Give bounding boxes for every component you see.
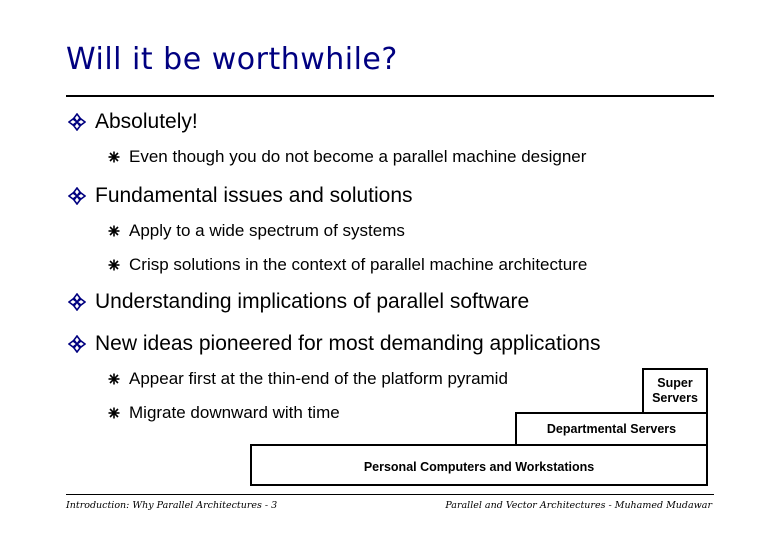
sub-bullet-text: Appear first at the thin-end of the platform pyramid [129, 369, 508, 388]
pyramid-top-tier [642, 368, 708, 414]
pyramid-bottom-label: Personal Computers and Workstations [363, 460, 595, 474]
bullet-text: New ideas pioneered for most demanding applications [95, 332, 601, 355]
sub-bullet-item [108, 369, 508, 389]
bullet-text: Absolutely! [95, 110, 198, 133]
pyramid-middle-label: Departmental Servers [546, 421, 677, 436]
sub-bullet-text: Migrate downward with time [129, 403, 340, 422]
bullet-item [68, 110, 198, 134]
sub-bullet-item [108, 403, 340, 423]
pyramid-top-label: Super Servers [652, 376, 698, 405]
diamond-bullet-icon [68, 335, 86, 353]
bullet-item [68, 290, 529, 314]
bullet-text: Fundamental issues and solutions [95, 184, 413, 207]
pyramid-bottom-tier [250, 444, 708, 486]
asterisk-bullet-icon [108, 407, 120, 419]
sub-bullet-item [108, 147, 586, 167]
bullet-text: Understanding implications of parallel software [95, 290, 530, 313]
footer-divider [66, 494, 714, 495]
bullet-item [68, 332, 600, 356]
diamond-bullet-icon [68, 293, 86, 311]
asterisk-bullet-icon [108, 151, 120, 163]
footer-left: Introduction: Why Parallel Architectures - 3 [66, 500, 278, 511]
sub-bullet-text: Apply to a wide spectrum of systems [129, 221, 405, 240]
asterisk-bullet-icon [108, 259, 120, 271]
pyramid-middle-tier [515, 412, 708, 446]
asterisk-bullet-icon [108, 225, 120, 237]
sub-bullet-item [108, 221, 405, 241]
sub-bullet-text: Crisp solutions in the context of parallel machine architecture [129, 255, 588, 274]
footer-right: Parallel and Vector Architectures - Muhamed Mudawar [445, 500, 712, 511]
sub-bullet-text: Even though you do not become a parallel machine designer [129, 147, 587, 166]
asterisk-bullet-icon [108, 373, 120, 385]
bullet-item [68, 184, 413, 208]
sub-bullet-item [108, 255, 587, 275]
title-divider [66, 95, 714, 97]
diamond-bullet-icon [68, 187, 86, 205]
slide-title: Will it be worthwhile? [66, 42, 398, 77]
diamond-bullet-icon [68, 113, 86, 131]
